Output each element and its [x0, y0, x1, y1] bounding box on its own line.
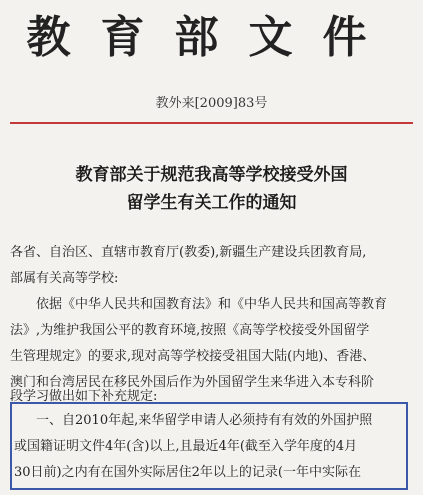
body-line-2: 法》,为维护我国公平的教育环境,按照《高等学校接受外国留学: [10, 323, 370, 338]
document-number: 教外来[2009]83号: [155, 96, 268, 111]
body-line-1: 依据《中华人民共和国教育法》和《中华人民共和国高等教育: [36, 297, 388, 312]
notice-title-line-2: 留学生有关工作的通知: [126, 193, 297, 213]
body-line-3: 生管理规定》的要求,现对高等学校接受祖国大陆(内地)、香港、: [10, 349, 376, 364]
highlight-line-3: 30日前)之内有在国外实际居住2年以上的记录(一年中实际在: [14, 465, 361, 480]
document-header-title: 教育部文件: [26, 12, 397, 63]
salutation-line-1: 各省、自治区、直辖市教育厅(教委),新疆生产建设兵团教育局,: [10, 245, 367, 260]
notice-title-line-1: 教育部关于规范我高等学校接受外国: [75, 165, 348, 185]
highlight-line-1: 一、自2010年起,来华留学申请人必须持有有效的外国护照: [36, 413, 373, 428]
salutation-line-2: 部属有关高等学校:: [10, 271, 119, 286]
body-line-5: 段学习做出如下补充规定:: [10, 389, 158, 404]
header-divider: [10, 122, 413, 124]
body-line-4: 澳门和台湾居民在移民外国后作为外国留学生来华进入本专科阶: [10, 375, 375, 390]
highlight-line-2: 或国籍证明文件4年(含)以上,且最近4年(截至入学年度的4月: [14, 439, 358, 454]
